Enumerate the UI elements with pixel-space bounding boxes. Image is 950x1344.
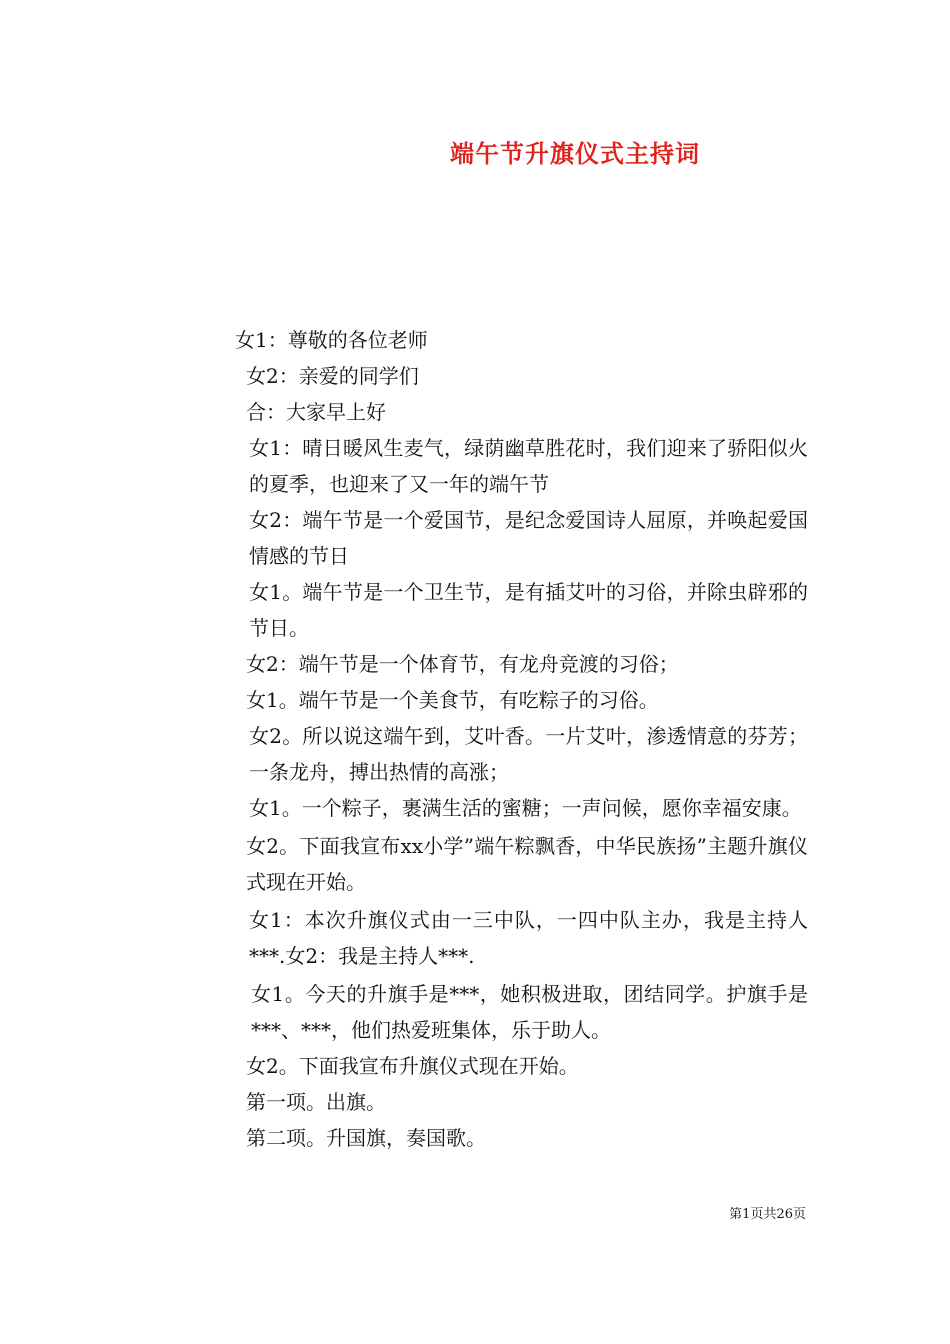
paragraph: 女1。今天的升旗手是***，她积极进取，团结同学。护旗手是***、***，他们热爱班集体，乐于助人。	[251, 982, 808, 1042]
paragraph: 第一项。出旗。	[246, 1090, 386, 1114]
paragraph: 女1。端午节是一个美食节，有吃粽子的习俗。	[246, 688, 659, 712]
paragraph: 女2：端午节是一个爱国节，是纪念爱国诗人屈原，并唤起爱国情感的节日	[249, 508, 808, 568]
paragraph: 女2。下面我宣布升旗仪式现在开始。	[246, 1054, 579, 1078]
greeting-line: 合：大家早上好	[246, 400, 386, 424]
paragraph: 女2。下面我宣布xx小学”端午粽飘香，中华民族扬”主题升旗仪式现在开始。	[246, 834, 808, 894]
document-title: 端午节升旗仪式主持词	[450, 139, 700, 168]
greeting-line: 女1：尊敬的各位老师	[235, 328, 428, 352]
paragraph: 女1：晴日暖风生麦气，绿荫幽草胜花时，我们迎来了骄阳似火的夏季，也迎来了又一年的端午节	[249, 436, 808, 496]
document-body	[145, 322, 808, 1156]
greeting-line: 女2：亲爱的同学们	[246, 364, 419, 388]
page-indicator: 第1页共26页	[729, 1207, 806, 1222]
paragraph: 第二项。升国旗，奏国歌。	[246, 1126, 486, 1150]
paragraph: 女1。一个粽子，裹满生活的蜜糖；一声问候，愿你幸福安康。	[249, 796, 802, 820]
paragraph: 女1。端午节是一个卫生节，是有插艾叶的习俗，并除虫辟邪的节日。	[249, 580, 808, 640]
paragraph: 女2：端午节是一个体育节，有龙舟竞渡的习俗；	[246, 652, 679, 676]
paragraph: 女1：本次升旗仪式由一三中队，一四中队主办，我是主持人***.女2：我是主持人***.	[249, 908, 808, 968]
paragraph: 女2。所以说这端午到，艾叶香。一片艾叶，渗透情意的芬芳；一条龙舟，搏出热情的高涨；	[249, 724, 808, 784]
